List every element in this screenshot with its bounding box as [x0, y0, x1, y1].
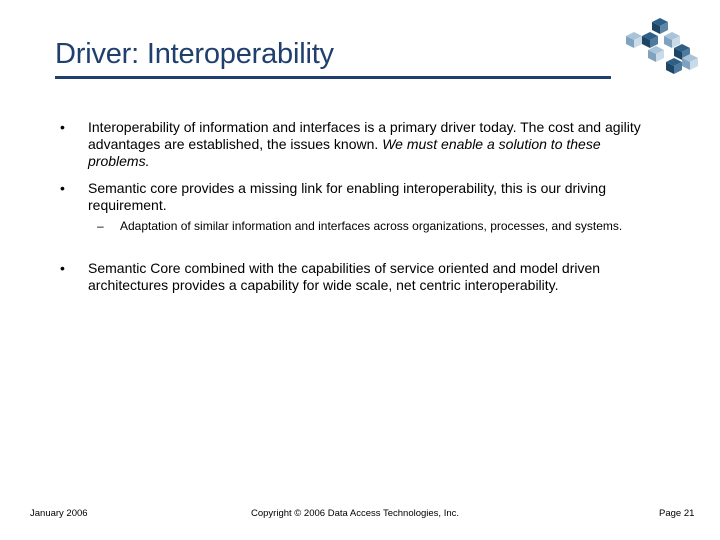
- sub-bullet-text: Adaptation of similar information and interfaces across organizations, processes, and systems.: [120, 219, 623, 233]
- bullet-marker: •: [60, 180, 65, 196]
- stacked-cubes-logo-icon: [622, 18, 700, 76]
- bullet-text-3: Semantic Core combined with the capabilities of service oriented and model driven architectures provides a capability for wide scale, net centric interoperability.: [88, 260, 601, 293]
- footer-date: January 2006: [30, 508, 88, 519]
- bullet-marker: •: [60, 260, 65, 276]
- footer-page-number: Page 21: [659, 508, 695, 519]
- bullet-marker: •: [60, 119, 65, 135]
- bullet-text-1-emphasis: We must enable a solution to these problems.: [88, 136, 601, 169]
- title-underline: [55, 76, 611, 79]
- slide-title: Driver: Interoperability: [55, 38, 334, 70]
- bullet-text-2: Semantic core provides a missing link for enabling interoperability, this is our driving requirement.: [88, 180, 606, 213]
- bullet-text-1: [88, 119, 653, 170]
- sub-bullet-marker: –: [97, 219, 104, 233]
- footer-copyright: Copyright © 2006 Data Access Technologies, Inc.: [251, 508, 460, 519]
- bullet-text-1-plain: Interoperability of information and interfaces is a primary driver today. The cost and agility advantages are established, the issues known.: [88, 119, 641, 152]
